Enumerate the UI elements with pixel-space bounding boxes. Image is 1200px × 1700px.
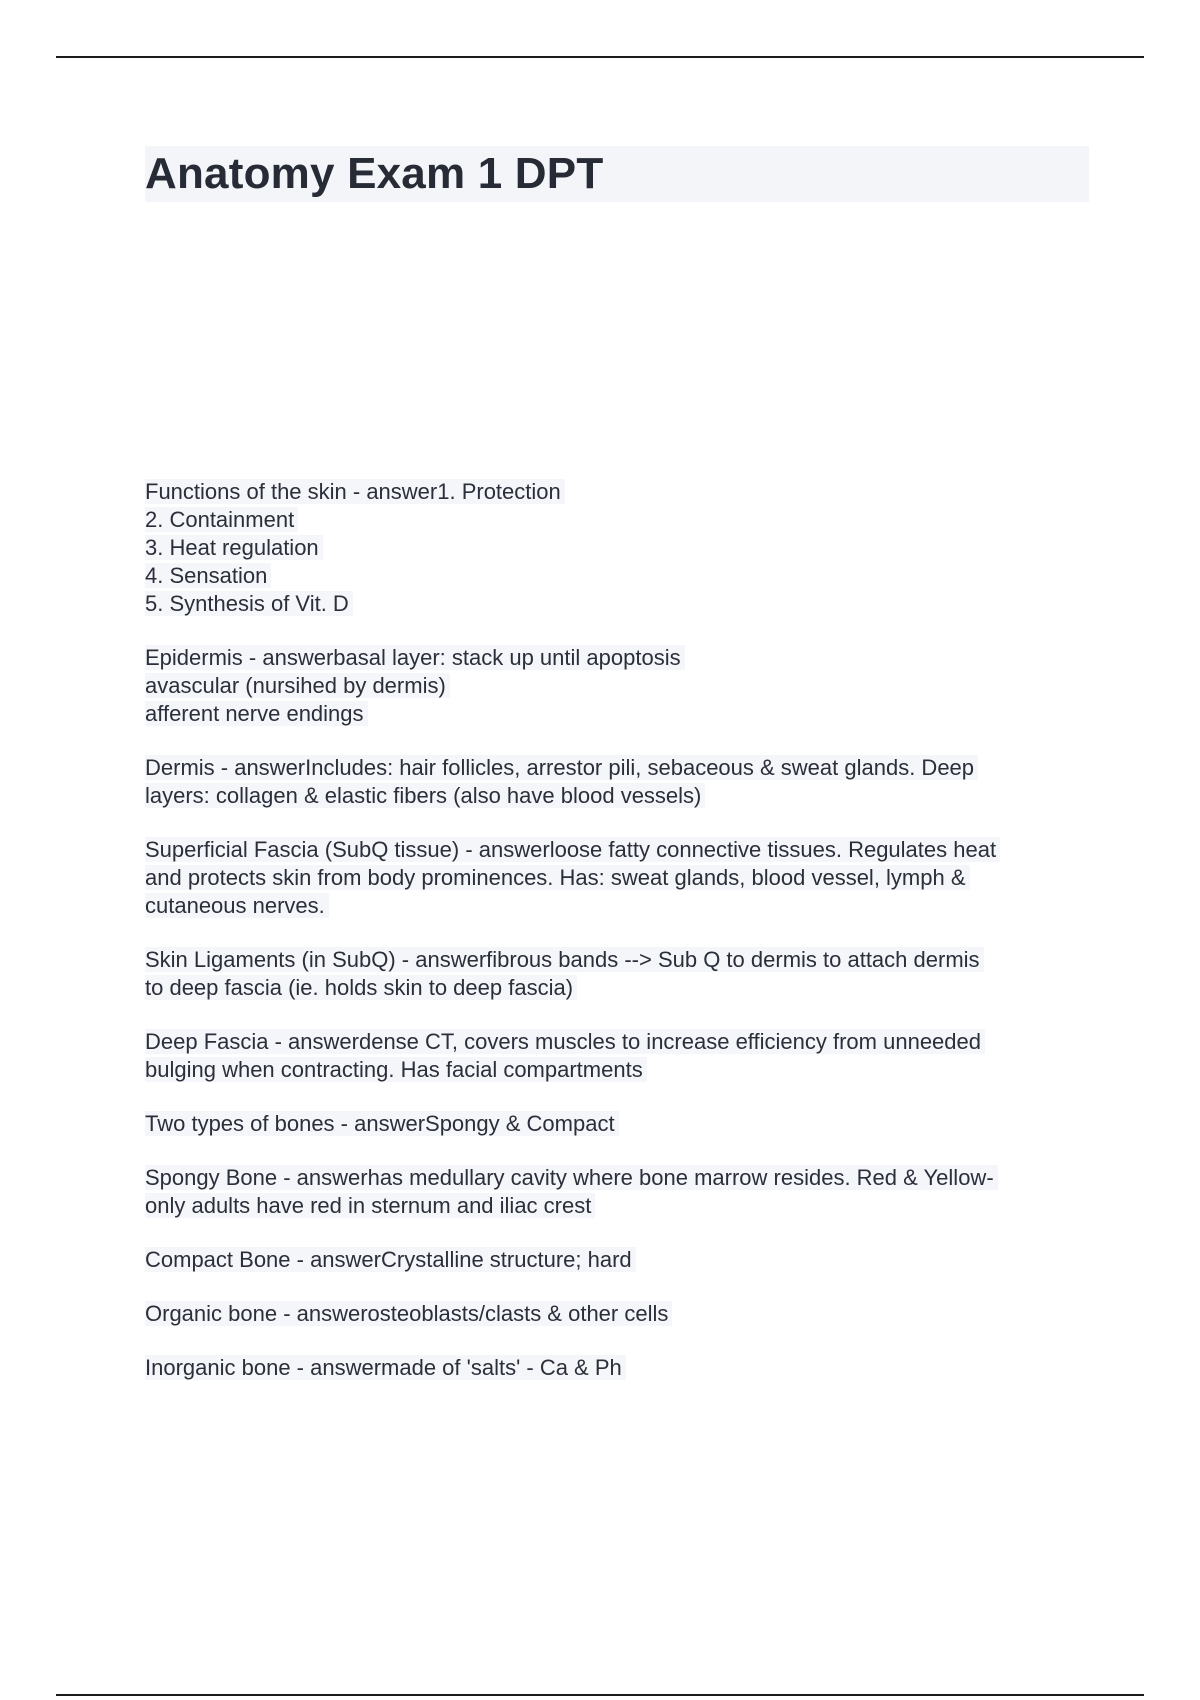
entry-skin-ligaments: [145, 946, 1090, 1002]
entry-epidermis: [145, 644, 1090, 728]
entry-line: layers: collagen & elastic fibers (also have blood vessels): [145, 783, 705, 808]
entry-line: bulging when contracting. Has facial compartments: [145, 1057, 647, 1082]
entry-line: Dermis - answerIncludes: hair follicles, arrestor pili, sebaceous & sweat glands. Deep: [145, 755, 978, 780]
entry-line: Spongy Bone - answerhas medullary cavity where bone marrow resides. Red & Yellow-: [145, 1165, 998, 1190]
entry-skin-functions: [145, 478, 1090, 618]
entry-line: Superficial Fascia (SubQ tissue) - answerloose fatty connective tissues. Regulates heat: [145, 837, 1000, 862]
entry-compact-bone: [145, 1246, 1090, 1274]
entry-line: 5. Synthesis of Vit. D: [145, 591, 353, 616]
entry-line: avascular (nursihed by dermis): [145, 673, 450, 698]
entry-line: Two types of bones - answerSpongy & Compact: [145, 1111, 619, 1136]
entry-line: and protects skin from body prominences. Has: sweat glands, blood vessel, lymph &: [145, 865, 970, 890]
entry-bone-types: [145, 1110, 1090, 1138]
entry-line: Compact Bone - answerCrystalline structure; hard: [145, 1247, 636, 1272]
entry-line: Epidermis - answerbasal layer: stack up until apoptosis: [145, 645, 685, 670]
entry-line: Organic bone - answerosteoblasts/clasts & other cells: [145, 1301, 672, 1326]
entry-line: 2. Containment: [145, 507, 298, 532]
entry-line: Skin Ligaments (in SubQ) - answerfibrous bands --> Sub Q to dermis to attach dermis: [145, 947, 984, 972]
entry-line: cutaneous nerves.: [145, 893, 329, 918]
entry-organic-bone: [145, 1300, 1090, 1328]
entry-line: Functions of the skin - answer1. Protection: [145, 479, 565, 504]
entry-line: only adults have red in sternum and iliac crest: [145, 1193, 595, 1218]
entry-line: Deep Fascia - answerdense CT, covers muscles to increase efficiency from unneeded: [145, 1029, 985, 1054]
entry-inorganic-bone: [145, 1354, 1090, 1382]
entry-line: to deep fascia (ie. holds skin to deep fascia): [145, 975, 577, 1000]
entry-superficial-fascia: [145, 836, 1090, 920]
document-title: Anatomy Exam 1 DPT: [145, 149, 604, 198]
bottom-divider: [56, 1694, 1144, 1696]
entry-line: Inorganic bone - answermade of 'salts' - Ca & Ph: [145, 1355, 626, 1380]
entry-spongy-bone: [145, 1164, 1090, 1220]
entry-line: 3. Heat regulation: [145, 535, 323, 560]
top-divider: [56, 56, 1144, 58]
entry-deep-fascia: [145, 1028, 1090, 1084]
entry-line: afferent nerve endings: [145, 701, 368, 726]
entry-line: 4. Sensation: [145, 563, 271, 588]
entry-dermis: [145, 754, 1090, 810]
flashcard-list: [145, 478, 1090, 1408]
